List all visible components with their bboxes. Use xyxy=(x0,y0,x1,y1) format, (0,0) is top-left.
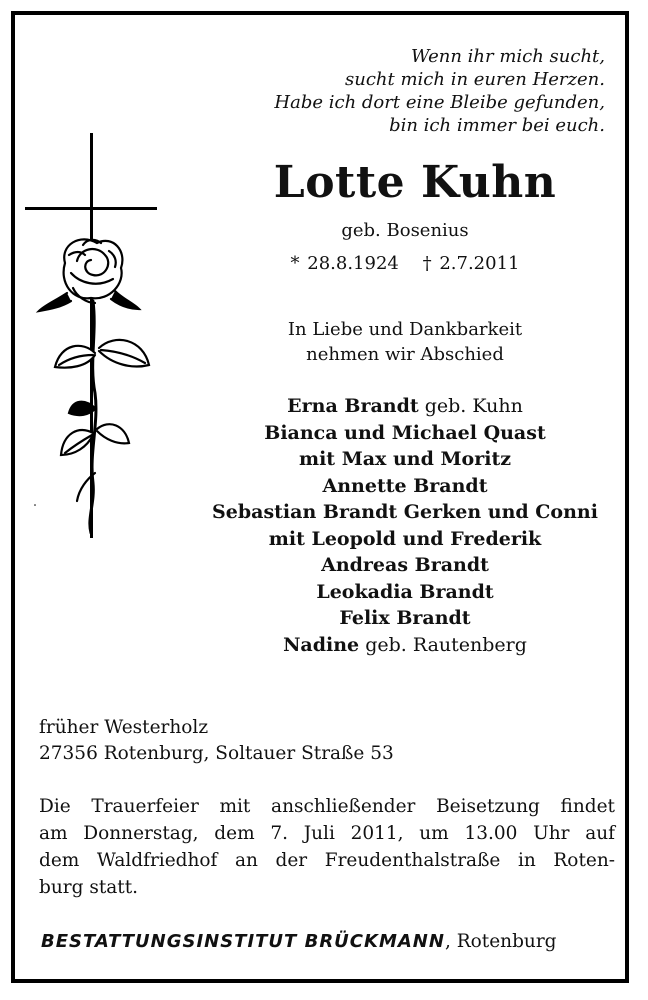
family-member-name: Nadine xyxy=(283,633,360,656)
deceased-name: Lotte Kuhn xyxy=(273,157,557,208)
farewell-line: In Liebe und Dankbarkeit xyxy=(287,319,523,340)
family-list xyxy=(195,393,615,658)
cross-with-rose xyxy=(25,133,175,553)
family-member-name: Bianca und Michael Quast xyxy=(264,421,546,444)
family-member xyxy=(195,473,615,500)
family-member-name: Erna Brandt xyxy=(287,395,419,417)
service-info xyxy=(39,793,615,901)
farewell-line: nehmen wir Abschied xyxy=(306,344,504,365)
birth-date: * 28.8.1924 xyxy=(290,253,399,274)
rose-icon xyxy=(39,239,149,533)
family-member-name: Felix Brandt xyxy=(339,607,471,629)
family-member-name: Andreas Brandt xyxy=(321,554,489,576)
family-member-note: geb. Kuhn xyxy=(418,395,523,417)
service-line: burg statt. xyxy=(39,877,139,898)
family-member xyxy=(195,420,615,447)
family-member-name: Leokadia Brandt xyxy=(316,580,494,603)
undertaker-location: , Rotenburg xyxy=(444,931,557,952)
family-member xyxy=(195,393,615,420)
death-date: † 2.7.2011 xyxy=(422,253,520,274)
poem-line: Habe ich dort eine Bleibe gefunden, xyxy=(274,92,605,113)
family-member-note: geb. Rautenberg xyxy=(359,633,527,656)
poem xyxy=(205,45,605,137)
farewell-text xyxy=(195,317,615,367)
family-member xyxy=(195,499,615,526)
address-line: früher Westerholz xyxy=(39,717,209,738)
address xyxy=(39,715,394,767)
family-member xyxy=(195,605,615,632)
family-member xyxy=(195,446,615,473)
service-line: Die Trauerfeier mit anschließender Beisetzung findet xyxy=(39,796,615,817)
undertaker-brand: BESTATTUNGSINSTITUT BRÜCKMANN xyxy=(41,931,445,952)
address-line: 27356 Rotenburg, Soltauer Straße 53 xyxy=(39,743,394,764)
family-member xyxy=(195,526,615,553)
family-member xyxy=(195,552,615,579)
maiden-name: geb. Bosenius xyxy=(341,220,469,241)
family-member-name: mit Max und Moritz xyxy=(298,448,512,470)
undertaker xyxy=(41,931,557,952)
family-member xyxy=(195,632,615,659)
poem-line: Wenn ihr mich sucht, xyxy=(411,46,605,67)
service-line: dem Waldfriedhof an der Freudenthalstraße in Roten- xyxy=(39,850,615,871)
life-dates xyxy=(195,253,615,274)
obituary-frame xyxy=(11,11,629,983)
family-member-name: Sebastian Brandt Gerken und Conni xyxy=(212,501,598,523)
family-member xyxy=(195,579,615,606)
poem-line: sucht mich in euren Herzen. xyxy=(345,69,605,90)
family-member-name: Annette Brandt xyxy=(322,474,488,497)
family-member-name: mit Leopold und Frederik xyxy=(268,527,542,550)
poem-line: bin ich immer bei euch. xyxy=(389,115,605,136)
service-line: am Donnerstag, dem 7. Juli 2011, um 13.00 Uhr auf xyxy=(39,823,615,844)
